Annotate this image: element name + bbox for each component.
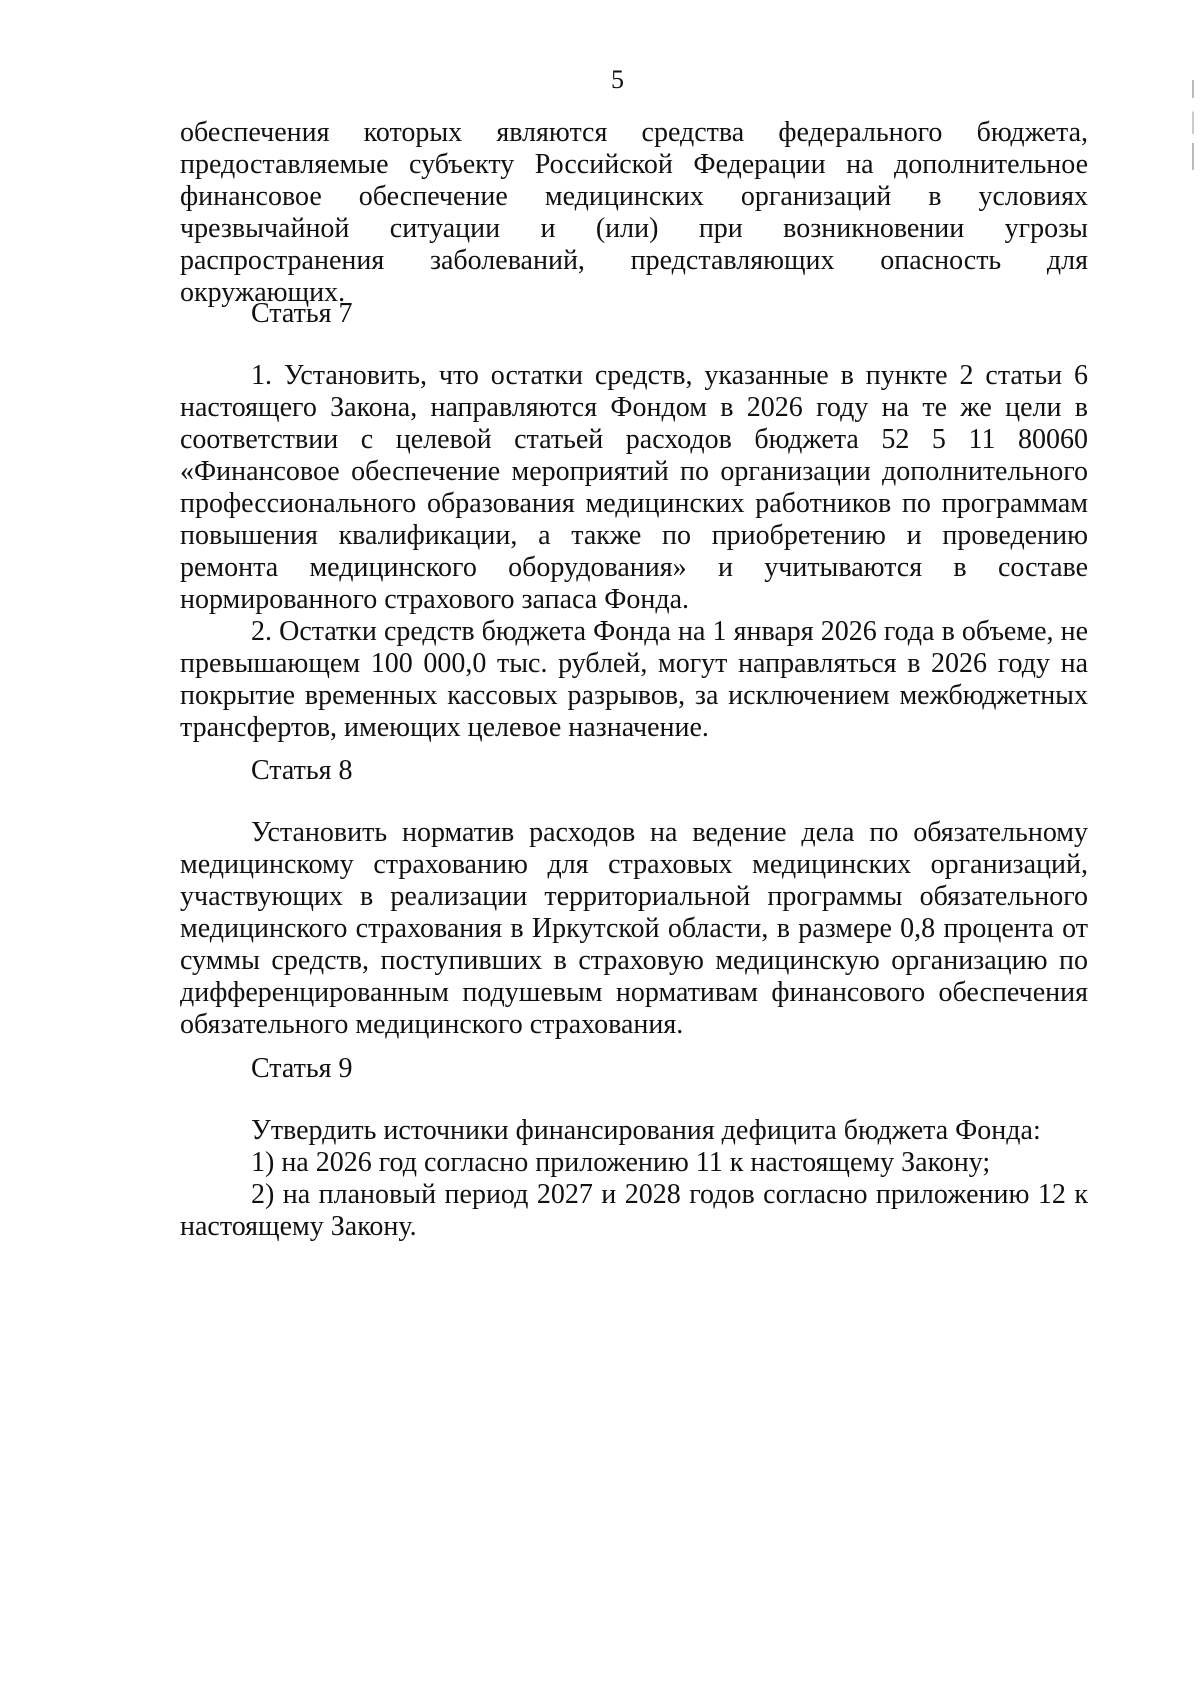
article-7-heading: Статья 7 [251, 298, 353, 329]
article-8-heading-block [180, 755, 1088, 787]
article-7-paragraph-1: 1. Установить, что остатки средств, указанные в пункте 2 статьи 6 настоящего Закона, направляются Фондом в 2026 году на те же цели в соответствии с целевой статьей расходов бюджета 52 5 11 80060 «Финансовое обеспечение мероприятий по организации дополнительного профессионального образования медицинских работников по программам повышения квалификации, а также по приобретению и проведению ремонта медицинского оборудования» и учитываются в составе нормированного страхового запаса Фонда. [180, 360, 1088, 615]
article-8-body [180, 817, 1088, 1041]
scan-edge-mark [1192, 80, 1194, 170]
article-8-heading: Статья 8 [251, 755, 353, 786]
article-9-item-2: 2) на плановый период 2027 и 2028 годов согласно приложению 12 к настоящему Закону. [180, 1179, 1088, 1242]
article-7-paragraph-2: 2. Остатки средств бюджета Фонда на 1 января 2026 года в объеме, не превышающем 100 000,0 тыс. рублей, могут направляться в 2026 году на покрытие временных кассовых разрывов, за исключением межбюджетных трансфертов, имеющих целевое назначение. [180, 616, 1088, 743]
continuation-paragraph: обеспечения которых являются средства федерального бюджета, предоставляемые субъекту Российской Федерации на дополнительное финансовое обеспечение медицинских организаций в условиях чрезвычайной ситуации и (или) при возникновении угрозы распространения заболеваний, представляющих опасность для окружающих. [180, 117, 1088, 308]
article-7-body [180, 360, 1088, 744]
article-9-body [180, 1115, 1088, 1243]
continuation-paragraph-block [180, 117, 1088, 309]
article-8-paragraph-1: Установить норматив расходов на ведение дела по обязательному медицинскому страхованию для страховых медицинских организаций, участвующих в реализации территориальной программы обязательного медицинского страхования в Иркутской области, в размере 0,8 процента от суммы средств, поступивших в страховую медицинскую организацию по дифференцированным подушевым нормативам финансового обеспечения обязательного медицинского страхования. [180, 817, 1088, 1040]
article-9-item-1: 1) на 2026 год согласно приложению 11 к настоящему Закону; [251, 1147, 991, 1178]
article-9-heading-block [180, 1053, 1088, 1085]
article-7-heading-block [180, 298, 1088, 330]
article-9-paragraph-1: Утвердить источники финансирования дефицита бюджета Фонда: [251, 1115, 1041, 1146]
page-number: 5 [611, 65, 624, 94]
article-9-heading: Статья 9 [251, 1053, 353, 1084]
